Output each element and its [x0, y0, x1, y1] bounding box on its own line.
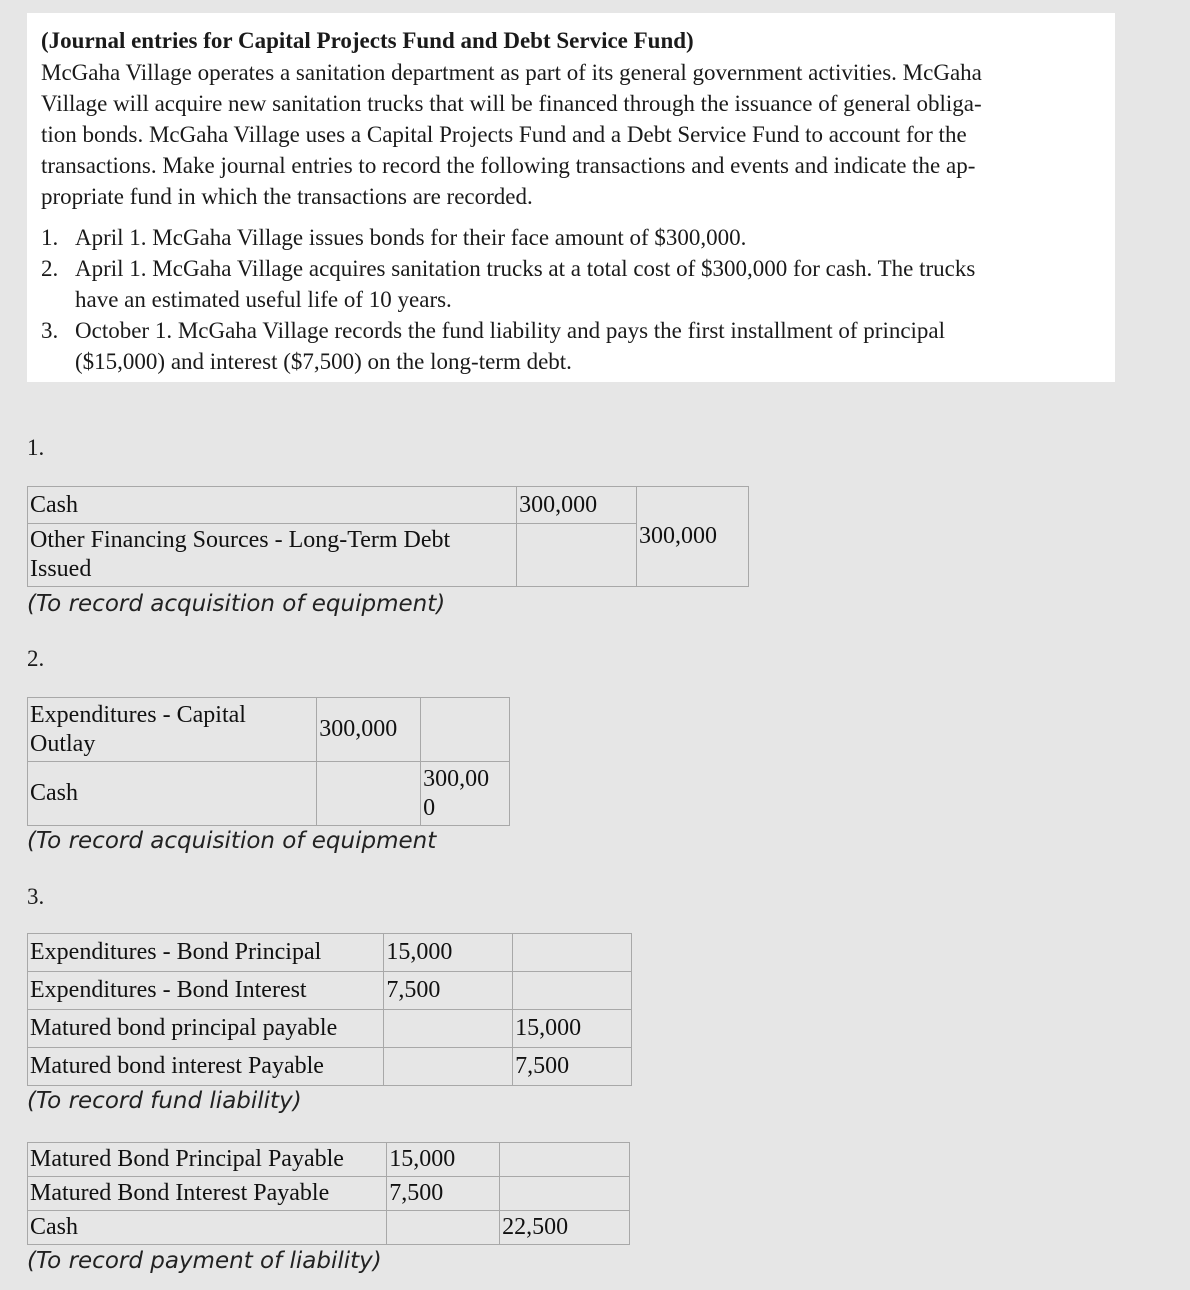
item-text: ($15,000) and interest ($7,500) on the long-term debt. [75, 349, 572, 374]
item-number: 1. [41, 225, 59, 250]
account-cell [28, 698, 317, 762]
table-row [28, 972, 632, 1010]
entry-note: (To record payment of liability) [27, 1248, 382, 1274]
table-row [28, 1048, 632, 1086]
entry-note: (To record acquisition of equipment) [27, 591, 446, 617]
table-row [28, 1010, 632, 1048]
transaction-item [41, 315, 1101, 377]
journal-entry-2-table [27, 697, 510, 826]
credit-cell [500, 1177, 630, 1211]
credit-cell [513, 972, 632, 1010]
credit-cell: 15,000 [513, 1010, 632, 1048]
table-row [28, 1177, 630, 1211]
table-row [28, 1211, 630, 1245]
debit-cell [384, 1048, 513, 1086]
credit-line: 0 [423, 794, 436, 821]
journal-entry-3-liability-table [27, 933, 632, 1086]
debit-cell [384, 1010, 513, 1048]
debit-cell: 15,000 [387, 1143, 500, 1177]
credit-cell [421, 762, 510, 826]
transaction-item [41, 222, 1101, 253]
credit-line: 300,00 [423, 765, 490, 792]
journal-entry-3-payment-table [27, 1142, 630, 1245]
intro-line: propriate fund in which the transactions are recorded. [41, 184, 533, 209]
entry-note: (To record acquisition of equipment [27, 828, 437, 854]
table-row [28, 487, 749, 524]
account-cell [28, 524, 517, 587]
table-row [28, 698, 510, 762]
item-text: October 1. McGaha Village records the fund liability and pays the first installment of principal [75, 318, 946, 343]
intro-line: tion bonds. McGaha Village uses a Capital Projects Fund and a Debt Service Fund to account for the [41, 122, 967, 147]
debit-cell: 15,000 [384, 934, 513, 972]
debit-cell [387, 1211, 500, 1245]
credit-cell [513, 934, 632, 972]
credit-cell [500, 1143, 630, 1177]
account-cell: Matured Bond Principal Payable [28, 1143, 387, 1177]
item-text: April 1. McGaha Village issues bonds for their face amount of $300,000. [75, 225, 747, 250]
table-row [28, 762, 510, 826]
account-cell: Expenditures - Bond Principal [28, 934, 384, 972]
debit-cell [517, 524, 637, 587]
account-cell: Cash [28, 762, 317, 826]
item-number: 3. [41, 318, 59, 343]
debit-cell: 7,500 [384, 972, 513, 1010]
intro-line: McGaha Village operates a sanitation department as part of its general government activities. McGaha [41, 60, 982, 85]
account-cell: Matured Bond Interest Payable [28, 1177, 387, 1211]
entry-number: 3. [27, 884, 45, 909]
journal-entry-1-table [27, 486, 749, 587]
table-row [28, 1143, 630, 1177]
entry-number: 2. [27, 646, 45, 671]
intro-line: transactions. Make journal entries to record the following transactions and events and indicate the ap- [41, 153, 976, 178]
problem-title: (Journal entries for Capital Projects Fund and Debt Service Fund) [41, 28, 694, 53]
problem-intro [41, 57, 1101, 212]
debit-cell: 300,000 [317, 698, 421, 762]
credit-cell: 7,500 [513, 1048, 632, 1086]
transaction-list [41, 222, 1101, 377]
entry-number: 1. [27, 435, 45, 460]
debit-cell: 300,000 [517, 487, 637, 524]
account-cell: Matured bond interest Payable [28, 1048, 384, 1086]
account-line: Outlay [30, 730, 96, 757]
account-line: Other Financing Sources - Long-Term Debt [30, 527, 451, 553]
debit-cell [317, 762, 421, 826]
debit-cell: 7,500 [387, 1177, 500, 1211]
entry-note: (To record fund liability) [27, 1088, 302, 1114]
credit-cell [421, 698, 510, 762]
credit-value: 300,000 [639, 523, 718, 549]
credit-cell [637, 487, 749, 587]
intro-line: Village will acquire new sanitation trucks that will be financed through the issuance of general obliga- [41, 91, 982, 116]
credit-cell: 22,500 [500, 1211, 630, 1245]
account-cell: Cash [28, 1211, 387, 1245]
account-cell: Matured bond principal payable [28, 1010, 384, 1048]
transaction-item [41, 253, 1101, 315]
item-text: April 1. McGaha Village acquires sanitation trucks at a total cost of $300,000 for cash. The trucks [75, 256, 976, 281]
item-text: have an estimated useful life of 10 years. [75, 287, 452, 312]
account-cell: Cash [28, 487, 517, 524]
item-number: 2. [41, 256, 59, 281]
account-line: Expenditures - Capital [30, 701, 246, 728]
account-cell: Expenditures - Bond Interest [28, 972, 384, 1010]
account-line: Issued [30, 556, 92, 582]
table-row [28, 934, 632, 972]
problem-statement [27, 13, 1115, 382]
